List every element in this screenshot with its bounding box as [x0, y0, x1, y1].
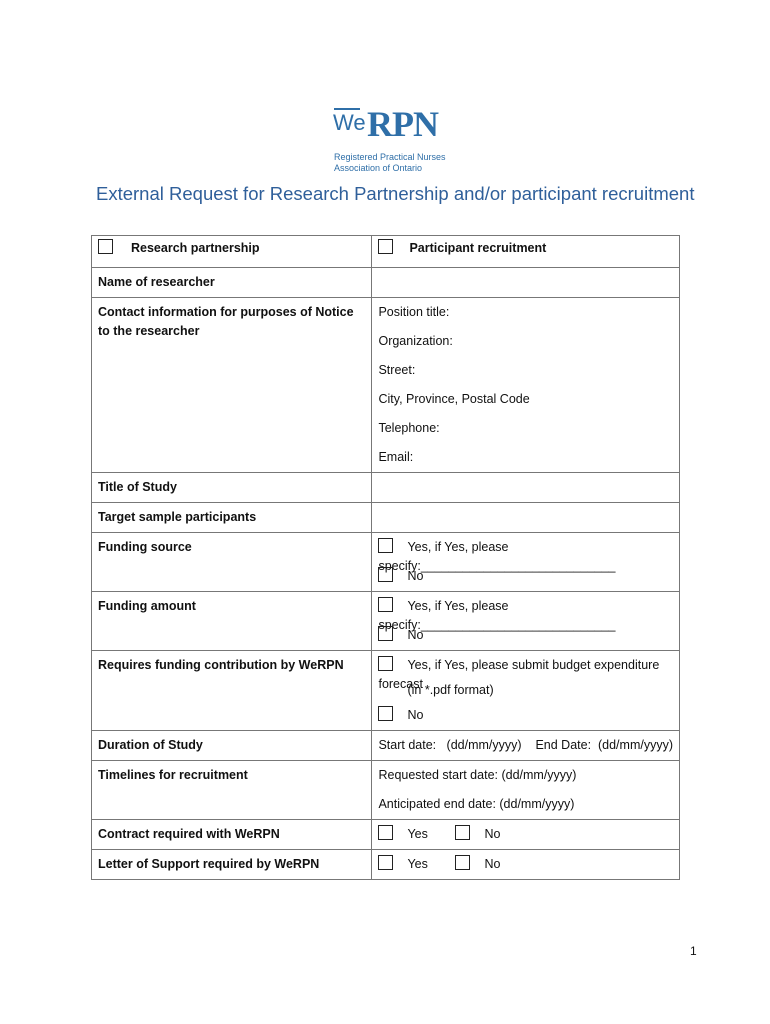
participant-recruitment-label: Participant recruitment	[409, 241, 547, 255]
duration-label: Duration of Study	[92, 731, 372, 761]
funding-source-options	[372, 533, 680, 592]
funding-amount-no-checkbox[interactable]	[378, 626, 393, 641]
duration-field[interactable]: Start date: (dd/mm/yyyy) End Date: (dd/mm/yyyy)	[372, 731, 680, 761]
street-field: Street:	[378, 363, 416, 377]
target-sample-field[interactable]	[372, 503, 680, 533]
contract-no-label: No	[484, 827, 501, 841]
requires-funding-options	[372, 651, 680, 731]
city-province-field: City, Province, Postal Code	[378, 392, 530, 406]
letter-of-support-label: Letter of Support required by WeRPN	[92, 850, 372, 880]
funding-amount-yes-label: Yes, if Yes, please specify:____________________________	[378, 599, 616, 632]
letter-no-label: No	[484, 857, 501, 871]
research-partnership-label: Research partnership	[131, 241, 260, 255]
contract-options	[372, 820, 680, 850]
contract-yes-checkbox[interactable]	[378, 825, 393, 840]
funding-source-yes-checkbox[interactable]	[378, 538, 393, 553]
requested-start-date: Requested start date: (dd/mm/yyyy)	[378, 768, 577, 782]
contact-label: Contact information for purposes of Notice to the researcher	[92, 298, 372, 473]
participant-recruitment-cell	[372, 236, 680, 268]
telephone-field: Telephone:	[378, 421, 440, 435]
contact-fields[interactable]	[372, 298, 680, 473]
funding-amount-yes-checkbox[interactable]	[378, 597, 393, 612]
pdf-format-note: (in *.pdf format)	[407, 683, 494, 697]
name-field[interactable]	[372, 268, 680, 298]
contract-no-checkbox[interactable]	[455, 825, 470, 840]
document-title: External Request for Research Partnership and/or participant recruitment	[96, 183, 695, 204]
study-title-label: Title of Study	[92, 473, 372, 503]
funding-source-label: Funding source	[92, 533, 372, 592]
request-form-table	[91, 235, 680, 880]
letter-no-checkbox[interactable]	[455, 855, 470, 870]
timelines-label: Timelines for recruitment	[92, 761, 372, 820]
funding-amount-options	[372, 592, 680, 651]
contract-yes-label: Yes	[407, 827, 428, 841]
funding-source-yes-label: Yes, if Yes, please specify:____________________________	[378, 540, 616, 573]
funding-amount-no-label: No	[407, 628, 424, 642]
study-title-field[interactable]	[372, 473, 680, 503]
requires-funding-no-label: No	[407, 708, 424, 722]
funding-amount-label: Funding amount	[92, 592, 372, 651]
organization-field: Organization:	[378, 334, 453, 348]
target-sample-label: Target sample participants	[92, 503, 372, 533]
logo-subtitle-1: Registered Practical Nurses	[334, 152, 446, 162]
requires-funding-no-checkbox[interactable]	[378, 706, 393, 721]
funding-source-no-checkbox[interactable]	[378, 567, 393, 582]
letter-of-support-options	[372, 850, 680, 880]
logo-rpn: RPN	[367, 104, 438, 144]
werpn-logo	[333, 106, 463, 176]
participant-recruitment-checkbox[interactable]	[378, 239, 393, 254]
contract-label: Contract required with WeRPN	[92, 820, 372, 850]
top-options-row	[92, 236, 680, 268]
research-partnership-cell	[92, 236, 372, 268]
page-number: 1	[690, 944, 697, 958]
position-title-field: Position title:	[378, 305, 450, 319]
requires-funding-yes-label: Yes, if Yes, please submit budget expenditure forecast	[378, 658, 660, 691]
funding-source-no-label: No	[407, 569, 424, 583]
logo-we: We	[333, 110, 366, 135]
requires-funding-yes-checkbox[interactable]	[378, 656, 393, 671]
letter-yes-checkbox[interactable]	[378, 855, 393, 870]
letter-yes-label: Yes	[407, 857, 428, 871]
anticipated-end-date: Anticipated end date: (dd/mm/yyyy)	[378, 797, 575, 811]
timelines-field[interactable]	[372, 761, 680, 820]
email-field: Email:	[378, 450, 414, 464]
logo-subtitle-2: Association of Ontario	[334, 163, 423, 173]
name-label: Name of researcher	[92, 268, 372, 298]
requires-funding-label: Requires funding contribution by WeRPN	[92, 651, 372, 731]
research-partnership-checkbox[interactable]	[98, 239, 113, 254]
